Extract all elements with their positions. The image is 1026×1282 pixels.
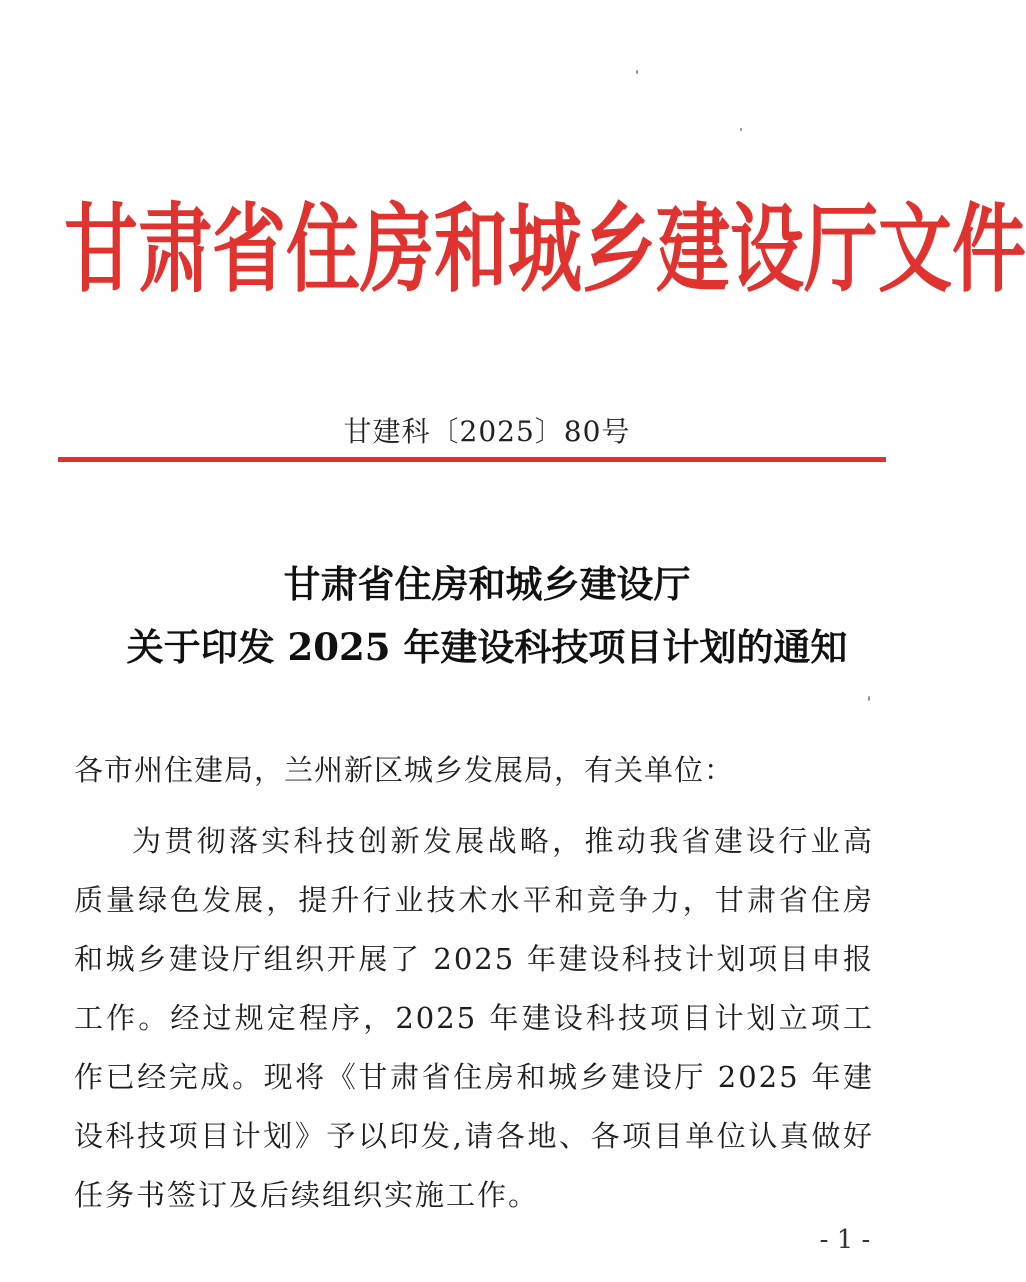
document-masthead xyxy=(64,190,1026,310)
masthead-char: 城 xyxy=(508,194,582,306)
masthead-char: 省 xyxy=(212,194,286,306)
notice-title-line-2: 关于印发 2025 年建设科技项目计划的通知 xyxy=(126,625,848,669)
masthead-char: 乡 xyxy=(582,194,656,306)
masthead-char: 厅 xyxy=(804,194,878,306)
masthead-char: 房 xyxy=(360,194,434,306)
masthead-char: 住 xyxy=(286,194,360,306)
masthead-char: 设 xyxy=(730,194,804,306)
document-number: 甘建科〔2025〕80号 xyxy=(343,415,631,448)
scan-speck xyxy=(868,696,870,701)
masthead-char: 肃 xyxy=(138,194,212,306)
body-paragraph: 为贯彻落实科技创新发展战略，推动我省建设行业高质量绿色发展，提升行业技术水平和竞争力，甘肃省住房和城乡建设厅组织开展了 2025 年建设科技计划项目申报工作。经过规定程序，2025 年建设科技项目计划立项工作已经完成。现将《甘肃省住房和城乡建设厅 2025 年建设科技项目计划》予以印发,请各地、各项目单位认真做好任务书签订及后续组织实施工作。 xyxy=(74,824,874,1212)
page-number: - 1 - xyxy=(819,1225,871,1255)
masthead-char: 建 xyxy=(656,194,730,306)
masthead-char: 件 xyxy=(952,194,1026,306)
addressee: 各市州住建局，兰州新区城乡发展局，有关单位： xyxy=(74,753,735,787)
masthead-char: 和 xyxy=(434,194,508,306)
masthead-char: 甘 xyxy=(64,194,138,306)
masthead-char: 文 xyxy=(878,194,952,306)
red-divider-line xyxy=(58,457,886,462)
notice-title-line-1: 甘肃省住房和城乡建设厅 xyxy=(283,562,691,606)
scan-speck xyxy=(740,128,742,131)
scan-speck xyxy=(636,70,638,74)
